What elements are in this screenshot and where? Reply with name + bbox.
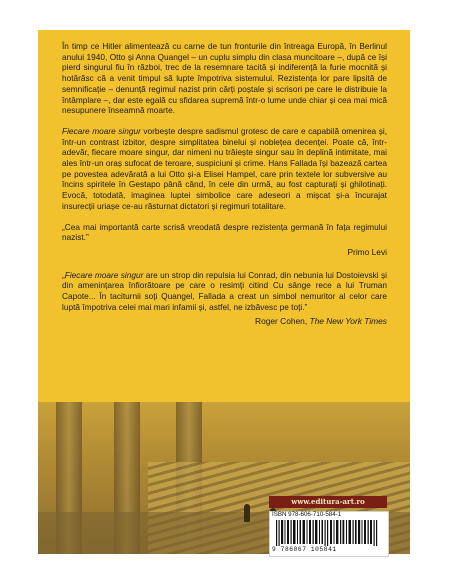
quote-author-roger-cohen [62, 316, 387, 327]
isbn-label: ISBN 978-606-710-584-1 [272, 511, 342, 518]
blurb-paragraph-2 [62, 126, 387, 212]
quote-author-primo-levi: Primo Levi [347, 246, 387, 257]
quote-open-mark: „ [62, 269, 65, 280]
book-title-inline: Fiecare moare singur [64, 269, 144, 280]
barcode-icon [272, 520, 384, 546]
book-title-inline: Fiecare moare singur [62, 125, 141, 136]
publisher-url: www.editura-art.ro [269, 496, 387, 508]
barcode-digits: 9 786067 105841 [272, 546, 337, 553]
quote-author-publication: The New York Times [309, 316, 387, 327]
quote-primo-levi: „Cea mai importantă carte scrisă vreodată despre rezistența germană în fața regimului nazist.” [62, 221, 387, 243]
photo-figure [244, 504, 250, 522]
quote-roger-cohen [62, 270, 387, 313]
quote-roger-cohen-text: are un strop din repulsia lui Conrad, din nebunia lui Dostoievski și din amenințarea înfiorătoare pe care o resimți citind Cu sânge rece a lui Truman Capote... În taciturnii soți Quangel, Fallada a creat un simbol nemuritor al celor care luptă împotriva celei mai mari infamii și, astfel, ne izbăvesc pe toți.” [62, 269, 387, 312]
quote-author-name: Roger Cohen, [255, 316, 310, 327]
blurb-paragraph-1: În timp ce Hitler alimentează cu carne de tun fronturile din întreaga Europă, în Berlinul anului 1940, Otto și Anna Quangel – un cuplu simplu din clasa muncitoare –, după ce își pierd singurul fiu în război, trec de la resemnare tacită și indiferență la furie mocnită și hotărăsc că a venit timpul să lupte împotriva sistemului. Rezistența lor pare lipsită de semnificație – denunță regimul nazist prin cărți poștale și scrisori pe care le distribuie la întâmplare –, dar este egală cu sfidarea supremă într-o lume unde chiar și cea mai mică nesupunere înseamnă moarte. [62, 41, 387, 116]
blurb-text [62, 41, 387, 339]
blurb-paragraph-2-text: vorbește despre sadismul grotesc de care e capabilă omenirea și, într-un contrast izbitor, despre simplitatea binelui și noblețea decenței. Poate că, într-adevăr, fiecare moare singur, dar nimeni nu trăiește singur sau în deplină intimitate, mai ales într-un oraș sufocat de teroare, suspiciuni și crime. Hans Fallada își bazează cartea pe povestea adevărată a lui Otto și-a Elisei Hampel, care prin textele lor subversive au încins spiritele în Gestapo până când, în cele din urmă, au fost capturați și ghilotinați. Evocă, totodată, imaginea luptei simbolice care adeseori a mișcat și-a încurajat insurecții uriașe ce-au răsturnat dictatori și regimuri totalitare. [62, 125, 387, 211]
